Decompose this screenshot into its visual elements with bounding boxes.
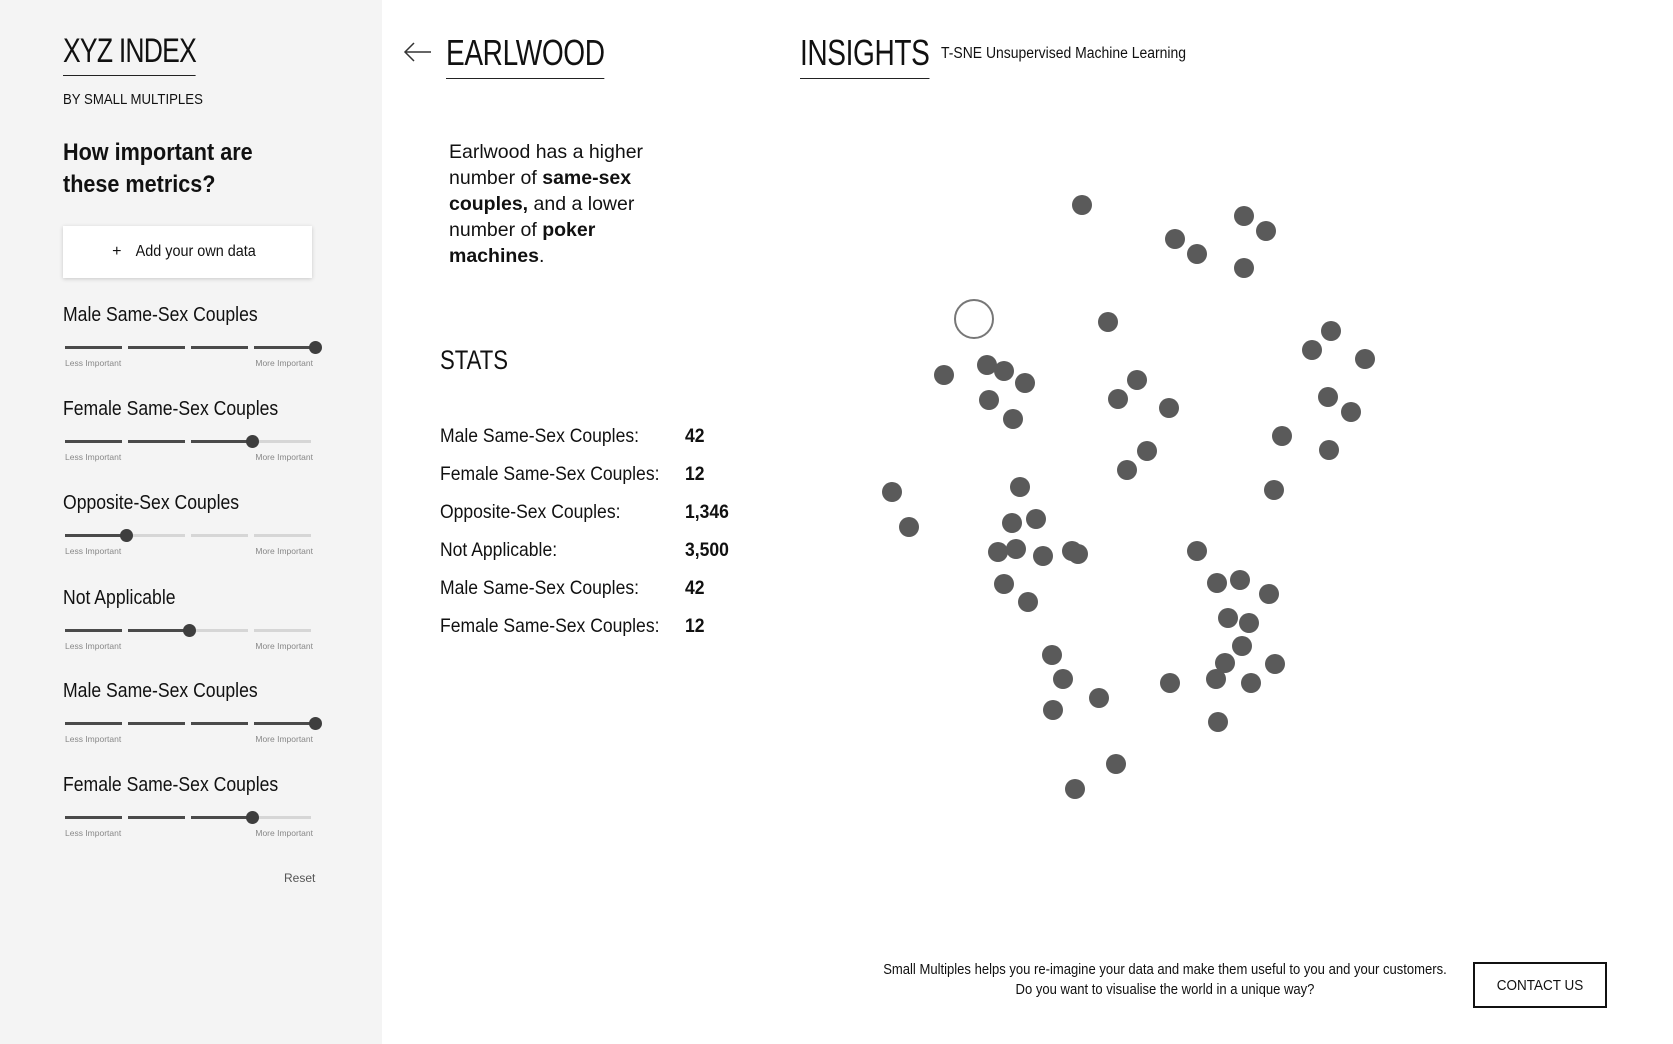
scatter-point[interactable] (1127, 370, 1147, 390)
footer-line-2: Do you want to visualise the world in a unique way? (1015, 982, 1315, 998)
metric-label: Female Same-Sex Couples (63, 774, 279, 796)
slider-scale-labels (63, 452, 313, 464)
scatter-point[interactable] (1206, 669, 1226, 689)
stat-value: 1,346 (685, 501, 729, 523)
metric-5 (63, 774, 313, 840)
scatter-point[interactable] (1033, 546, 1053, 566)
stat-row (440, 539, 770, 577)
stats-heading: STATS (440, 345, 509, 375)
scatter-point[interactable] (1302, 340, 1322, 360)
scatter-point[interactable] (1319, 440, 1339, 460)
add-data-label: Add your own data (136, 243, 257, 260)
footer-text (840, 960, 1490, 1000)
stats-table (440, 425, 770, 653)
scatter-point[interactable] (1318, 387, 1338, 407)
metric-label: Female Same-Sex Couples (63, 398, 279, 420)
stat-label: Opposite-Sex Couples: (440, 501, 621, 523)
stat-value: 42 (685, 577, 705, 599)
scatter-point[interactable] (1098, 312, 1118, 332)
plus-icon: + (112, 243, 122, 260)
stat-row (440, 501, 770, 539)
slider-segment[interactable] (65, 722, 122, 725)
scatter-point[interactable] (1108, 389, 1128, 409)
scale-low-label: Less Important (65, 828, 122, 838)
scatter-point[interactable] (1207, 573, 1227, 593)
stat-value: 42 (685, 425, 705, 447)
slider-segment[interactable] (128, 629, 185, 632)
footer-line-1: Small Multiples helps you re-imagine your data and make them useful to you and your customers. (883, 962, 1447, 978)
scatter-point[interactable] (1256, 221, 1276, 241)
metric-0 (63, 304, 313, 370)
scatter-point[interactable] (1321, 321, 1341, 341)
slider-segment[interactable] (128, 440, 185, 443)
slider-scale-labels (63, 734, 313, 746)
scatter-point[interactable] (1160, 673, 1180, 693)
scatter-point[interactable] (1187, 244, 1207, 264)
metric-4 (63, 680, 313, 746)
scale-high-label: More Important (255, 358, 313, 368)
metric-2 (63, 492, 313, 558)
scatter-point[interactable] (1187, 541, 1207, 561)
reset-button[interactable]: Reset (284, 871, 316, 885)
scatter-point[interactable] (1018, 592, 1038, 612)
scale-low-label: Less Important (65, 452, 122, 462)
scatter-point[interactable] (1002, 513, 1022, 533)
stat-value: 3,500 (685, 539, 729, 561)
scale-high-label: More Important (255, 641, 313, 651)
scatter-point[interactable] (1042, 645, 1062, 665)
scatter-point[interactable] (977, 355, 997, 375)
scale-high-label: More Important (255, 734, 313, 744)
scatter-point[interactable] (1265, 654, 1285, 674)
scatter-point[interactable] (1053, 669, 1073, 689)
metric-label: Male Same-Sex Couples (63, 680, 258, 702)
slider-handle[interactable] (120, 529, 133, 542)
scatter-point[interactable] (1026, 509, 1046, 529)
brand-title: XYZ INDEX (63, 32, 196, 76)
slider-segment[interactable] (65, 440, 122, 443)
insight-bold-2: poker machines (449, 219, 596, 267)
scatter-point[interactable] (1015, 373, 1035, 393)
suburb-title: EARLWOOD (446, 32, 605, 79)
slider-segment[interactable] (191, 629, 248, 632)
stat-row (440, 577, 770, 615)
slider-scale-labels (63, 358, 313, 370)
scatter-point[interactable] (1239, 613, 1259, 633)
slider-handle[interactable] (183, 624, 196, 637)
stat-row (440, 463, 770, 501)
slider-segment[interactable] (65, 534, 122, 537)
scatter-point[interactable] (1068, 544, 1088, 564)
scatter-point[interactable] (1006, 539, 1026, 559)
scale-low-label: Less Important (65, 641, 122, 651)
slider-segment[interactable] (65, 816, 122, 819)
slider-handle[interactable] (246, 811, 259, 824)
scatter-point[interactable] (1234, 206, 1254, 226)
scatter-point[interactable] (1230, 570, 1250, 590)
slider-segment[interactable] (254, 816, 311, 819)
slider-segment[interactable] (128, 534, 185, 537)
slider-segment[interactable] (128, 346, 185, 349)
contact-us-label: CONTACT US (1496, 976, 1584, 994)
scale-low-label: Less Important (65, 734, 122, 744)
metric-label: Opposite-Sex Couples (63, 492, 240, 514)
add-your-own-data-button[interactable] (63, 226, 312, 278)
insight-text-1: Earlwood has a higher number of (449, 141, 644, 189)
importance-slider[interactable] (63, 621, 311, 641)
slider-segment[interactable] (128, 816, 185, 819)
scatter-point[interactable] (1234, 258, 1254, 278)
slider-segment[interactable] (254, 629, 311, 632)
slider-scale-labels (63, 641, 313, 653)
stat-label: Female Same-Sex Couples: (440, 463, 660, 485)
suburb-insight (449, 139, 694, 269)
stat-label: Male Same-Sex Couples: (440, 577, 639, 599)
scale-high-label: More Important (255, 546, 313, 556)
stat-label: Male Same-Sex Couples: (440, 425, 639, 447)
slider-segment[interactable] (191, 534, 248, 537)
stat-row (440, 425, 770, 463)
stat-label: Not Applicable: (440, 539, 558, 561)
scale-low-label: Less Important (65, 546, 122, 556)
scale-high-label: More Important (255, 828, 313, 838)
scatter-point[interactable] (1165, 229, 1185, 249)
scatter-point[interactable] (1010, 477, 1030, 497)
metric-1 (63, 398, 313, 464)
metric-label: Not Applicable (63, 587, 176, 609)
stat-label: Female Same-Sex Couples: (440, 615, 660, 637)
slider-segment[interactable] (128, 722, 185, 725)
scatter-point[interactable] (1208, 712, 1228, 732)
scatter-point[interactable] (1065, 779, 1085, 799)
slider-handle[interactable] (246, 435, 259, 448)
scatter-point[interactable] (1072, 195, 1092, 215)
insights-title: INSIGHTS (800, 32, 929, 79)
importance-slider[interactable] (63, 808, 311, 828)
slider-segment[interactable] (191, 722, 248, 725)
scatter-point[interactable] (1106, 754, 1126, 774)
scatter-point[interactable] (1089, 688, 1109, 708)
sidebar (0, 0, 382, 1044)
scatter-point[interactable] (1218, 608, 1238, 628)
insight-text-3: . (538, 245, 545, 267)
importance-slider[interactable] (63, 526, 311, 546)
scatter-point[interactable] (994, 361, 1014, 381)
metric-label: Male Same-Sex Couples (63, 304, 258, 326)
scale-low-label: Less Important (65, 358, 122, 368)
scatter-point[interactable] (1341, 402, 1361, 422)
scatter-point[interactable] (1272, 426, 1292, 446)
slider-segment[interactable] (254, 722, 311, 725)
importance-slider[interactable] (63, 338, 311, 358)
stat-value: 12 (685, 463, 705, 485)
stat-row (440, 615, 770, 653)
slider-segment[interactable] (65, 629, 122, 632)
arrow-left-icon[interactable] (403, 40, 433, 64)
scatter-point[interactable] (1259, 584, 1279, 604)
slider-handle[interactable] (309, 717, 322, 730)
slider-handle[interactable] (309, 341, 322, 354)
scatter-point[interactable] (1355, 349, 1375, 369)
metric-3 (63, 587, 313, 653)
selected-suburb-point[interactable] (955, 300, 993, 338)
scatter-point[interactable] (1264, 480, 1284, 500)
brand-subtitle: BY SMALL MULTIPLES (63, 91, 203, 108)
slider-scale-labels (63, 828, 313, 840)
scatter-point[interactable] (882, 482, 902, 502)
insight-bold-1: same-sex couples, (449, 167, 632, 215)
scatter-point[interactable] (979, 390, 999, 410)
insight-text-2: and a lower number of (449, 193, 635, 241)
slider-segment[interactable] (191, 816, 248, 819)
stat-value: 12 (685, 615, 705, 637)
slider-segment[interactable] (254, 346, 311, 349)
scatter-point[interactable] (934, 365, 954, 385)
importance-slider[interactable] (63, 714, 311, 734)
slider-segment[interactable] (191, 346, 248, 349)
scatter-point[interactable] (988, 542, 1008, 562)
scale-high-label: More Important (255, 452, 313, 462)
insights-subtitle: T-SNE Unsupervised Machine Learning (941, 45, 1187, 62)
scatter-point[interactable] (1241, 673, 1261, 693)
importance-slider[interactable] (63, 432, 311, 452)
scatter-point[interactable] (1159, 398, 1179, 418)
slider-scale-labels (63, 546, 313, 558)
slider-segment[interactable] (65, 346, 122, 349)
slider-segment[interactable] (254, 534, 311, 537)
scatter-point[interactable] (1117, 460, 1137, 480)
tsne-scatter-plot (880, 180, 1500, 880)
contact-us-button[interactable] (1473, 962, 1607, 1008)
scatter-point[interactable] (1232, 636, 1252, 656)
slider-segment[interactable] (191, 440, 248, 443)
scatter-point[interactable] (1137, 441, 1157, 461)
scatter-point[interactable] (994, 574, 1014, 594)
scatter-point[interactable] (1003, 409, 1023, 429)
metrics-question: How important are these metrics? (63, 139, 253, 198)
scatter-point[interactable] (1043, 700, 1063, 720)
scatter-point[interactable] (899, 517, 919, 537)
slider-segment[interactable] (254, 440, 311, 443)
